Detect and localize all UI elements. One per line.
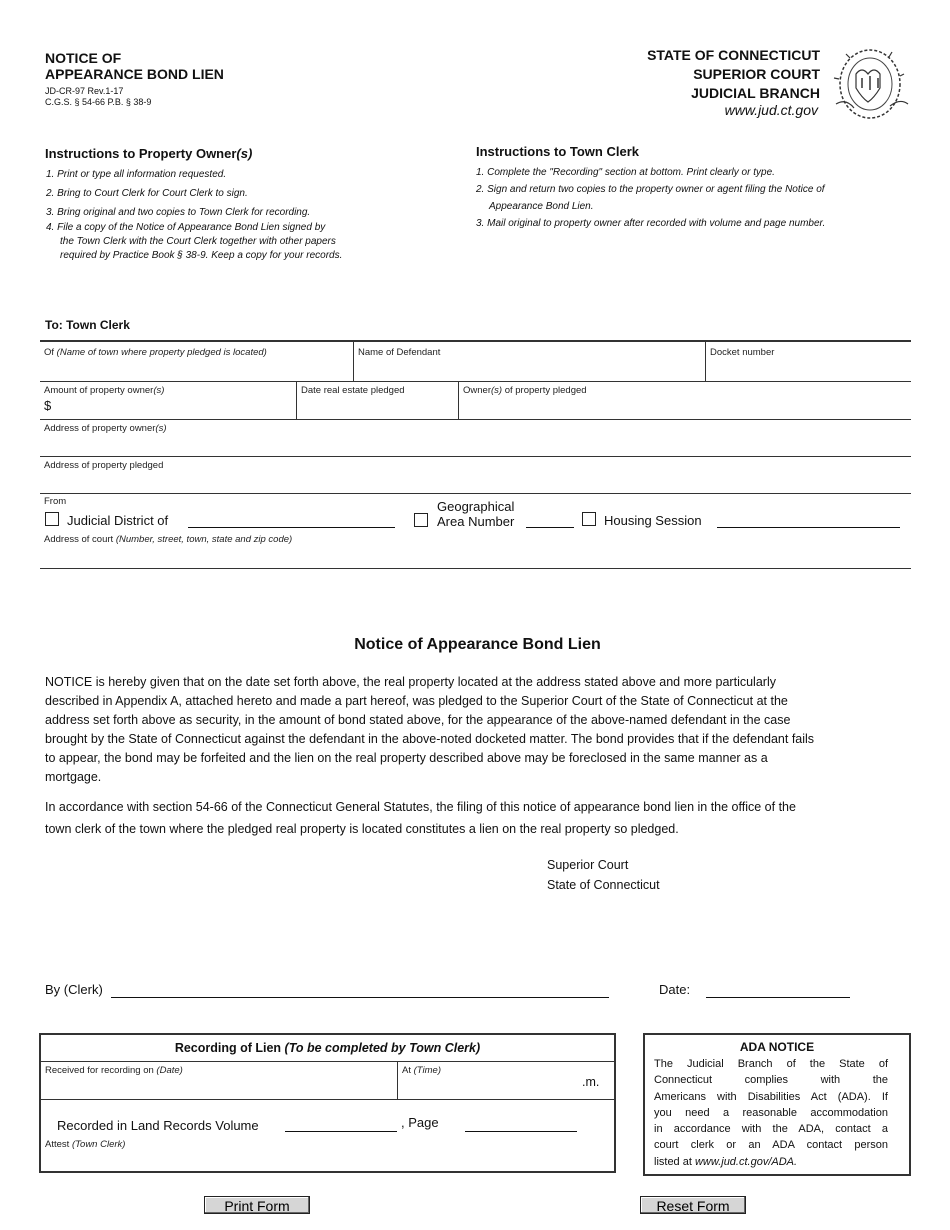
notice-line: mortgage.	[45, 770, 102, 784]
date-pledged-label: Date real estate pledged	[301, 385, 405, 396]
clerk-signature-field[interactable]	[111, 997, 609, 998]
ada-link[interactable]: www.jud.ct.gov/ADA.	[694, 1155, 798, 1168]
owners-label-mid: (s)	[490, 385, 503, 396]
sig-court: Superior Court	[547, 858, 629, 872]
divider	[296, 381, 297, 419]
branch-name: JUDICIAL BRANCH	[691, 85, 820, 101]
ada-last-prefix: listed at	[654, 1155, 695, 1168]
form-id-block	[45, 86, 151, 108]
ada-line: you need a reasonable accommodation	[654, 1106, 888, 1119]
housing-session-label: Housing Session	[604, 513, 702, 528]
docket-label: Docket number	[710, 347, 775, 358]
ada-title: ADA NOTICE	[739, 1040, 815, 1054]
row-rule	[40, 1099, 615, 1100]
volume-label: Recorded in Land Records Volume	[57, 1118, 259, 1133]
row-rule	[40, 493, 911, 494]
housing-session-checkbox[interactable]	[582, 512, 596, 526]
owner-address-label	[44, 423, 167, 434]
from-label: From	[44, 496, 67, 507]
notice-line: to appear, the bond may be forfeited and the lien on the real property described above may be foreclosed in the same manner as a	[45, 751, 768, 765]
attest-text: Attest	[45, 1139, 72, 1150]
received-text: Received for recording on	[45, 1065, 157, 1076]
owner-instruction-item: required by Practice Book § 38-9. Keep a copy for your records.	[60, 250, 343, 261]
print-form-button[interactable]: Print Form	[204, 1196, 310, 1214]
owner-instruction-item: 3. Bring original and two copies to Town Clerk for recording.	[46, 207, 311, 218]
judicial-district-field[interactable]	[188, 527, 395, 528]
row-rule	[40, 1061, 615, 1062]
received-label	[45, 1065, 183, 1076]
notice-title: Notice of Appearance Bond Lien	[354, 636, 601, 653]
notice-line: brought by the State of Connecticut against the defendant in the above-noted docketed matter. The bond provides that if the defendant fails	[45, 732, 815, 746]
owner-address-suffix: (s)	[155, 423, 167, 434]
ada-line: Americans with Disabilities Act (ADA). If	[654, 1090, 888, 1103]
geo-label-line2: Area Number	[437, 514, 515, 529]
at-hint: (Time)	[413, 1065, 441, 1076]
divider	[353, 342, 354, 382]
divider	[458, 381, 459, 419]
volume-field[interactable]	[285, 1131, 397, 1132]
owner-instruction-item: 2. Bring to Court Clerk for Court Clerk to sign.	[46, 188, 248, 199]
owner-instruction-item: 4. File a copy of the Notice of Appearance Bond Lien signed by	[46, 222, 326, 233]
notice-line: In accordance with section 54-66 of the Connecticut General Statutes, the filing of this notice of appearance bond lien in the office of the	[45, 800, 796, 814]
notice-paragraph-1	[45, 673, 935, 787]
geographical-area-label	[437, 499, 514, 529]
owner-address-text: Address of property owner	[44, 423, 156, 434]
form-bottom-rule	[40, 568, 911, 569]
state-seal-icon	[826, 44, 912, 124]
date-label: Date:	[659, 982, 691, 997]
judicial-district-label: Judicial District of	[67, 513, 169, 528]
geographical-area-field[interactable]	[526, 527, 574, 528]
ada-line-last	[654, 1154, 888, 1170]
form-title-line1: NOTICE OF	[45, 50, 122, 66]
housing-session-field[interactable]	[717, 527, 900, 528]
meridiem: .m.	[582, 1075, 600, 1089]
clerk-instruction-item: 3. Mail original to property owner after recorded with volume and page number.	[476, 218, 826, 229]
date-field[interactable]	[706, 997, 850, 998]
signature-block	[547, 855, 660, 895]
amount-label	[44, 385, 164, 396]
ada-line: in accordance with the ADA, contact a	[654, 1123, 888, 1136]
page-label: , Page	[401, 1115, 439, 1130]
recording-title	[39, 1041, 616, 1055]
notice-paragraph-2	[45, 796, 935, 840]
of-label-hint: (Name of town where property pledged is located)	[56, 347, 267, 358]
ada-line: The Judicial Branch of the State of	[654, 1058, 888, 1070]
owner-instruction-item: 1. Print or type all information requested.	[46, 169, 227, 180]
reset-form-button[interactable]: Reset Form	[640, 1196, 746, 1214]
owner-instructions-title	[45, 146, 252, 161]
court-name: SUPERIOR COURT	[693, 66, 820, 82]
website: www.jud.ct.gov	[724, 102, 818, 118]
clerk-instruction-item: Appearance Bond Lien.	[489, 201, 594, 212]
ada-body	[654, 1056, 888, 1170]
court-address-hint: (Number, street, town, state and zip code)	[115, 534, 293, 545]
owner-instructions-title-suffix: (s)	[236, 146, 253, 161]
property-address-label: Address of property pledged	[44, 460, 164, 471]
row-rule	[40, 456, 911, 457]
row-rule	[40, 381, 911, 382]
divider	[705, 342, 706, 382]
form-id: JD-CR-97 Rev.1-17	[45, 86, 124, 96]
state-name: STATE OF CONNECTICUT	[647, 47, 820, 63]
form-top-rule	[40, 340, 911, 342]
court-address-label	[44, 534, 292, 545]
amount-label-suffix: (s)	[153, 385, 165, 396]
to-town-clerk-label: To: Town Clerk	[45, 318, 130, 332]
received-hint: (Date)	[156, 1065, 183, 1076]
owner-instructions-title-text: Instructions to Property Owner	[45, 146, 237, 161]
notice-line: described in Appendix A, attached hereto and made a part hereof, was pledged to the Superior Court of the State of Connecticut at the	[45, 694, 788, 708]
clerk-instruction-item: 1. Complete the "Recording" section at bottom. Print clearly or type.	[476, 167, 775, 178]
of-town-label	[44, 347, 267, 358]
attest-hint: (Town Clerk)	[71, 1139, 126, 1150]
sig-state: State of Connecticut	[547, 878, 660, 892]
amount-label-text: Amount of property owner	[44, 385, 154, 396]
clerk-instructions-title: Instructions to Town Clerk	[476, 144, 639, 159]
notice-line: address set forth above as security, in the amount of bond stated above, for the appearance of the above-named defendant in the case	[45, 713, 791, 727]
owner-instruction-item: the Town Clerk with the Court Clerk together with other papers	[60, 236, 336, 247]
clerk-instructions-list	[476, 164, 926, 232]
divider	[397, 1061, 398, 1099]
at-time-label	[402, 1065, 441, 1076]
by-clerk-label: By (Clerk)	[45, 982, 103, 997]
notice-line: NOTICE is hereby given that on the date set forth above, the real property located at the address stated above and more particularly	[45, 675, 776, 689]
recording-title-text: Recording of Lien	[174, 1041, 285, 1055]
ada-line: Connecticut complies with the	[654, 1074, 888, 1087]
attest-label	[45, 1139, 125, 1150]
form-title-line2: APPEARANCE BOND LIEN	[45, 66, 224, 82]
row-rule	[40, 419, 911, 420]
statute-ref: C.G.S. § 54-66 P.B. § 38-9	[45, 97, 152, 107]
judicial-district-checkbox[interactable]	[45, 512, 59, 526]
form-title	[45, 50, 224, 82]
page-field[interactable]	[465, 1131, 577, 1132]
notice-line: town clerk of the town where the pledged real property is located constitutes a lien on the real property so pledged.	[45, 822, 679, 836]
ada-line: court clerk or an ADA contact person	[654, 1139, 888, 1152]
recording-title-italic: (To be completed by Town Clerk)	[284, 1041, 481, 1055]
of-label-text: Of	[44, 347, 55, 358]
geo-label-line1: Geographical	[437, 499, 515, 514]
defendant-label: Name of Defendant	[358, 347, 441, 358]
geographical-area-checkbox[interactable]	[414, 513, 428, 527]
at-text: At	[402, 1065, 414, 1076]
owner-instructions-list	[46, 166, 446, 263]
clerk-instruction-item: 2. Sign and return two copies to the property owner or agent filing the Notice of	[476, 184, 825, 195]
owners-label-suffix: of property pledged	[502, 385, 587, 396]
court-address-text: Address of court	[44, 534, 114, 545]
owners-label-text: Owner	[463, 385, 491, 396]
currency-symbol: $	[44, 398, 52, 413]
owners-label	[463, 385, 587, 396]
issuer-block	[560, 46, 820, 103]
